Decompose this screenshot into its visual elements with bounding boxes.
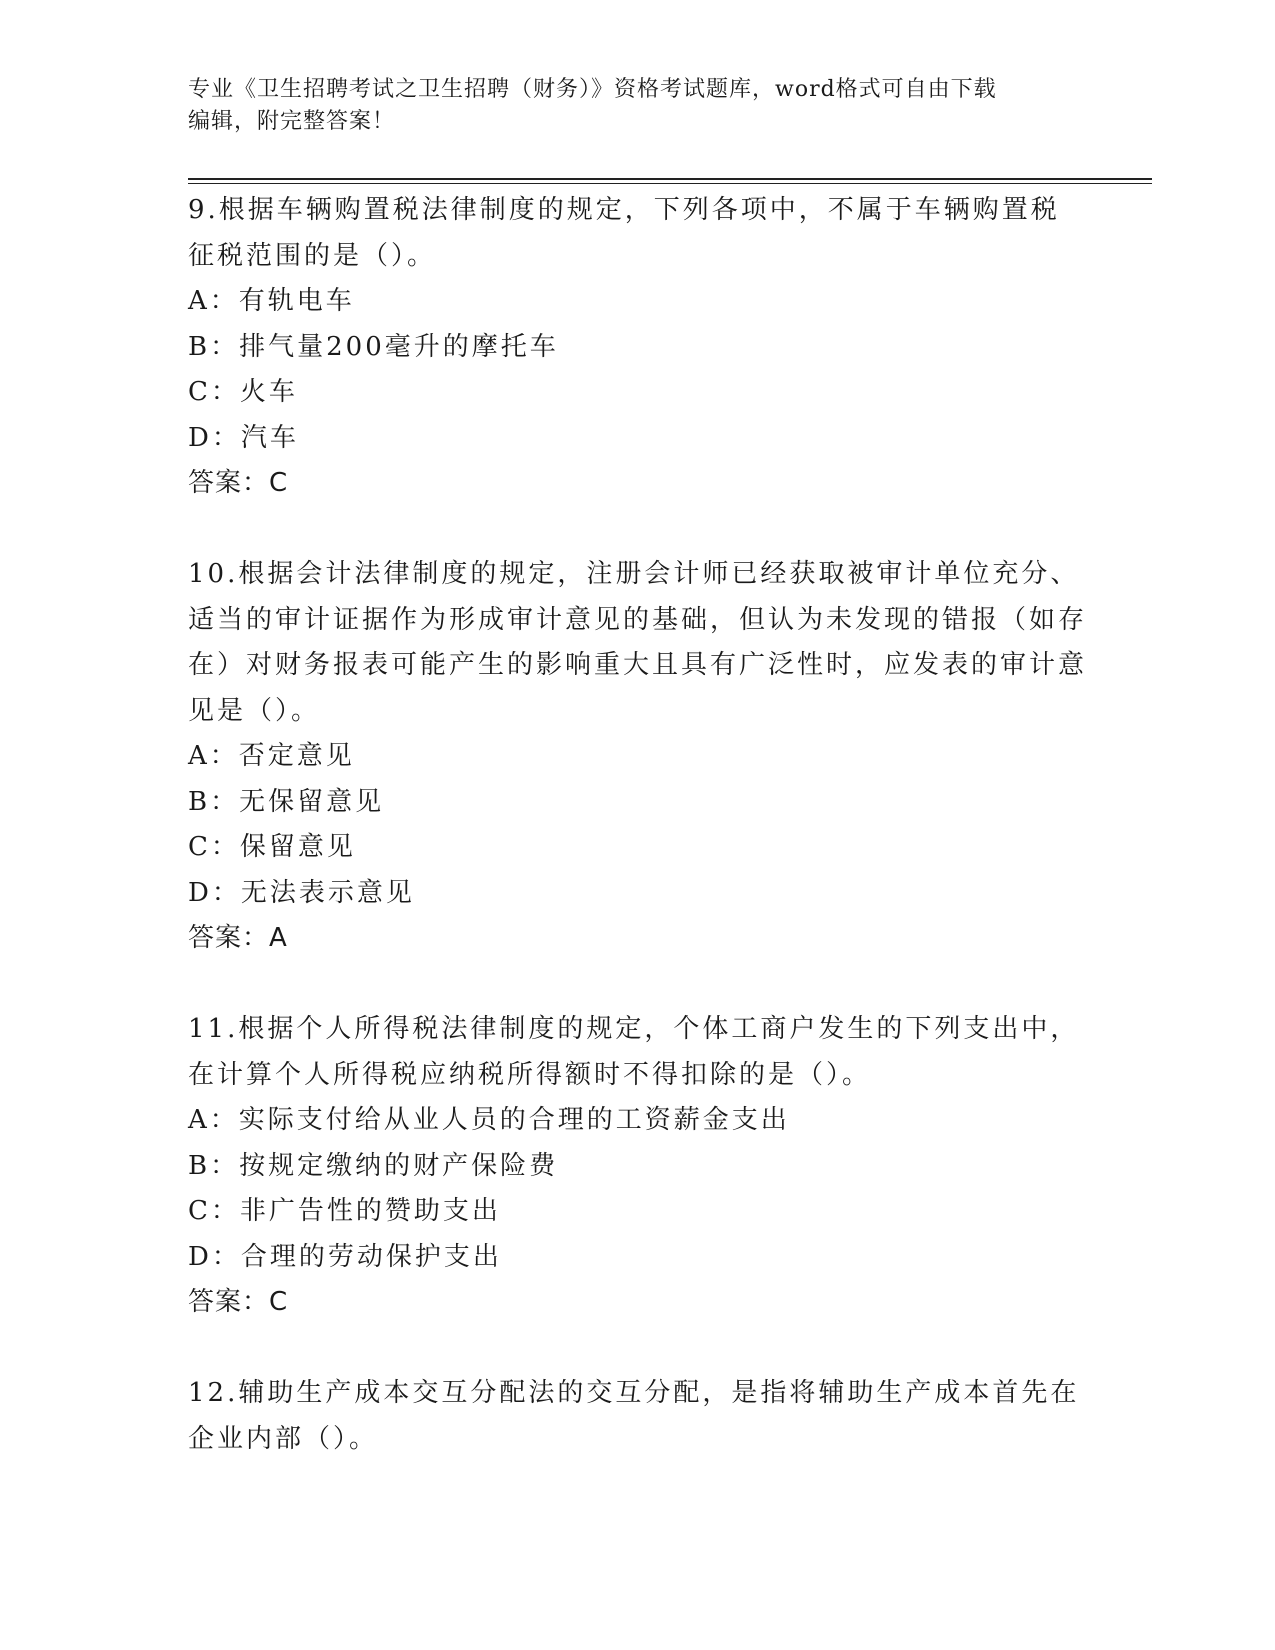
option-c: C：非广告性的赞助支出: [188, 1196, 501, 1226]
question-stem: 9.根据车辆购置税法律制度的规定，下列各项中，不属于车辆购置税征税范围的是（）。: [188, 195, 1060, 271]
answer-line: 答案：C: [188, 468, 289, 498]
option-b: B：无保留意见: [188, 786, 385, 817]
option-b: B：按规定缴纳的财产保险费: [188, 1150, 559, 1181]
question-9: [188, 188, 1088, 507]
question-stem: 12.辅助生产成本交互分配法的交互分配，是指将辅助生产成本首先在企业内部（）。: [188, 1378, 1080, 1454]
answer-line: 答案：A: [188, 923, 288, 953]
header-line-2: 编辑，附完整答案！: [188, 109, 396, 134]
question-spacer: [188, 1326, 1088, 1372]
option-a: A：有轨电车: [188, 286, 355, 316]
option-d: D：无法表示意见: [188, 877, 415, 908]
option-c: C：保留意见: [188, 832, 356, 862]
question-stem: 11.根据个人所得税法律制度的规定，个体工商户发生的下列支出中，在计算个人所得税应纳税所得额时不得扣除的是（）。: [188, 1014, 1080, 1090]
header-divider-thin: [188, 183, 1152, 184]
option-a: A：实际支付给从业人员的合理的工资薪金支出: [188, 1105, 790, 1135]
option-b: B：排气量200毫升的摩托车: [188, 331, 559, 362]
answer-line: 答案：C: [188, 1287, 289, 1317]
question-stem: 10.根据会计法律制度的规定，注册会计师已经获取被审计单位充分、适当的审计证据作为形成审计意见的基础，但认为未发现的错报（如存在）对财务报表可能产生的影响重大且具有广泛性时，应发表的审计意见是（）。: [188, 559, 1088, 726]
option-d: D：汽车: [188, 422, 299, 453]
question-spacer: [188, 507, 1088, 553]
question-spacer: [188, 962, 1088, 1008]
option-a: A：否定意见: [188, 741, 355, 771]
document-header: [188, 74, 1088, 138]
option-c: C：火车: [188, 377, 298, 407]
question-list: [188, 188, 1088, 1462]
header-divider-thick: [188, 178, 1152, 180]
header-line-1: 专业《卫生招聘考试之卫生招聘（财务）》资格考试题库，word格式可自由下载: [188, 77, 997, 102]
option-d: D：合理的劳动保护支出: [188, 1241, 502, 1272]
question-11: [188, 1007, 1088, 1326]
question-12: [188, 1371, 1088, 1462]
question-10: [188, 552, 1088, 962]
